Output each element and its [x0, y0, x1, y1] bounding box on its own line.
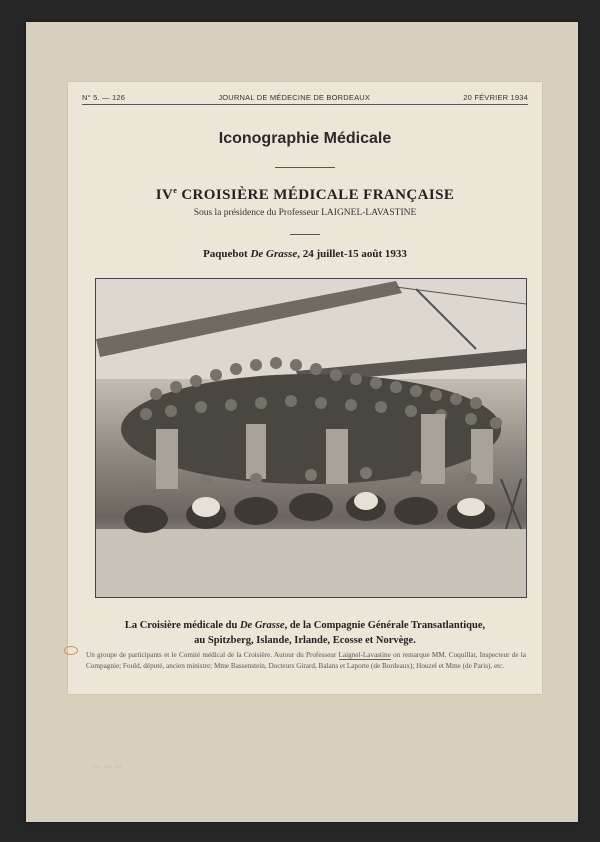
- caption-ship-name: De Grasse: [239, 620, 285, 631]
- caption-line1-post: , de la Compagnie Générale Transatlantique,: [284, 620, 486, 631]
- pencil-circle-mark: [64, 646, 78, 655]
- newspaper-clipping: [68, 82, 542, 694]
- description-part2: on remarque MM. Coquillat, Inspecteur de la Compagnie; Fould, député, ancien ministre; Mme Bassenstein, Docteurs Girard, Balans et Laporte (de Bordeaux); Houzel et Mme (de Paris), etc.: [86, 651, 526, 670]
- presidency-line: Sous la présidence du Professeur LAIGNEL-LAVASTINE: [193, 208, 417, 218]
- caption-line2: au Spitzberg, Islande, Irlande, Ecosse et Norvège.: [194, 635, 416, 646]
- faint-pencil-writing: ~ ~ ~: [92, 760, 122, 775]
- cruise-heading: [68, 186, 542, 204]
- ship-prefix: Paquebot: [203, 248, 248, 260]
- journal-name: JOURNAL DE MÉDECINE DE BORDEAUX: [218, 92, 371, 102]
- issue-number: N° 5. — 126: [82, 92, 126, 102]
- cruise-ordinal: IV: [155, 187, 174, 203]
- ship-dates: , 24 juillet-15 août 1933: [297, 248, 407, 260]
- group-photograph: [95, 278, 527, 598]
- underlined-name: Laignel-Lavastine: [338, 651, 391, 659]
- photo-illustration: [96, 279, 526, 597]
- description-part1: Un groupe de participants et le Comité médical de la Croisière. Autour du Professeur: [86, 651, 339, 659]
- photo-description: [86, 650, 526, 672]
- journal-header: [82, 90, 528, 105]
- cruise-name: CROISIÈRE MÉDICALE FRANÇAISE: [181, 187, 455, 203]
- cruise-ordinal-suffix: e: [173, 186, 178, 195]
- caption-line1-pre: La Croisière médicale du: [124, 620, 240, 631]
- page-title: Iconographie Médicale: [218, 130, 392, 147]
- small-divider: [290, 234, 320, 235]
- photo-caption: [82, 618, 528, 648]
- issue-date: 20 FÉVRIER 1934: [463, 92, 528, 102]
- title-divider: [275, 167, 335, 168]
- ship-name: De Grasse: [250, 248, 298, 260]
- ship-line: [68, 248, 542, 260]
